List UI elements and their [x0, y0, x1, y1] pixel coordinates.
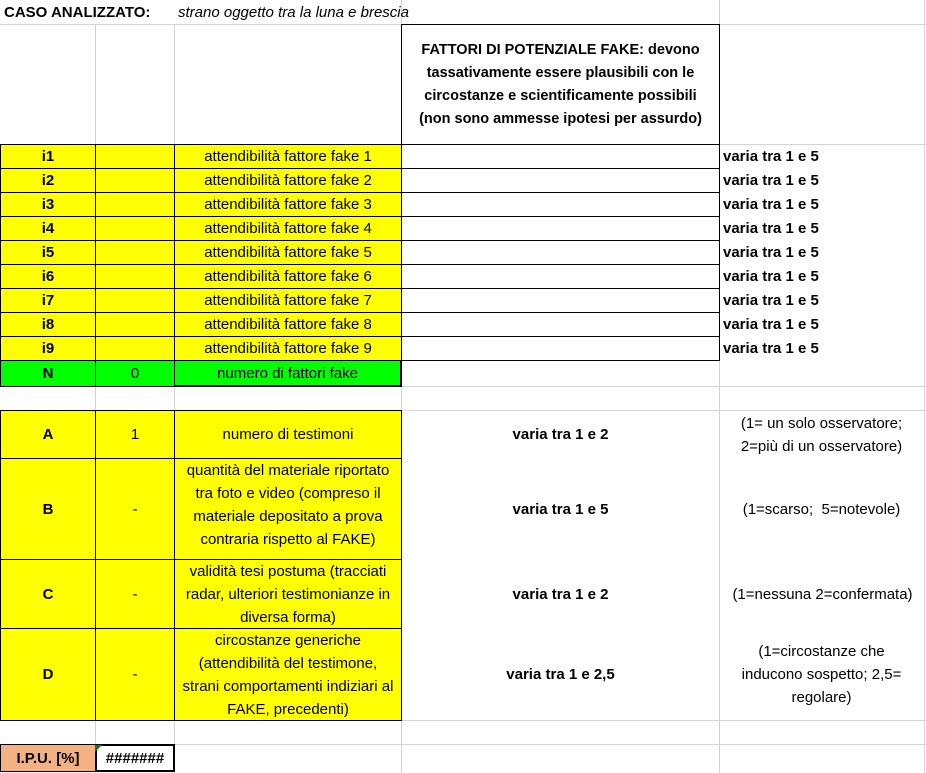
- fake-value-cell[interactable]: [95, 168, 175, 193]
- fake-range-cell[interactable]: varia tra 1 e 5: [723, 220, 819, 237]
- param-range-cell[interactable]: varia tra 1 e 5: [512, 500, 609, 518]
- param-code-cell[interactable]: B: [0, 458, 96, 560]
- fake-label-cell[interactable]: attendibilità fattore fake 9: [174, 336, 402, 361]
- param-label-cell[interactable]: quantità del materiale riportato tra foto e video (compreso il materiale depositato a prova contraria rispetto al FAKE): [174, 458, 402, 560]
- param-range-cell[interactable]: varia tra 1 e 2: [512, 426, 609, 443]
- param-label-cell[interactable]: numero di testimoni: [174, 410, 402, 459]
- param-value-cell[interactable]: -: [95, 458, 175, 560]
- fake-value-cell[interactable]: [95, 240, 175, 265]
- gridline: [924, 0, 925, 773]
- fake-range-cell[interactable]: varia tra 1 e 5: [723, 196, 819, 213]
- fake-label-cell[interactable]: attendibilità fattore fake 1: [174, 144, 402, 169]
- ipu-value-cell[interactable]: #######: [95, 744, 175, 772]
- fake-code-cell[interactable]: i8: [0, 312, 96, 337]
- fake-code-cell[interactable]: i1: [0, 144, 96, 169]
- fake-label-cell[interactable]: attendibilità fattore fake 7: [174, 288, 402, 313]
- param-note-cell[interactable]: (1=scarso; 5=notevole): [742, 500, 901, 518]
- fake-description-cell[interactable]: [401, 168, 720, 193]
- fake-description-cell[interactable]: [401, 288, 720, 313]
- ipu-label-cell[interactable]: I.P.U. [%]: [0, 744, 96, 772]
- param-range-cell[interactable]: varia tra 1 e 2,5: [506, 666, 615, 683]
- n-code-cell[interactable]: N: [0, 360, 96, 387]
- n-label-cell[interactable]: numero di fattori fake: [174, 360, 402, 387]
- fake-value-cell[interactable]: [95, 264, 175, 289]
- fake-code-cell[interactable]: i3: [0, 192, 96, 217]
- fake-description-cell[interactable]: [401, 192, 720, 217]
- param-value-cell[interactable]: -: [95, 628, 175, 721]
- fake-range-cell[interactable]: varia tra 1 e 5: [723, 268, 819, 285]
- param-code-cell[interactable]: A: [0, 410, 96, 459]
- fake-label-cell[interactable]: attendibilità fattore fake 5: [174, 240, 402, 265]
- param-value-cell[interactable]: -: [95, 559, 175, 629]
- param-note-cell[interactable]: (1=nessuna 2=confermata): [732, 585, 913, 603]
- param-value-cell[interactable]: 1: [95, 410, 175, 459]
- fake-code-cell[interactable]: i2: [0, 168, 96, 193]
- n-value-cell[interactable]: 0: [95, 360, 175, 387]
- fattori-title[interactable]: FATTORI DI POTENZIALE FAKE: devono tassativamente essere plausibili con le circostanze e scientificamente possibili (non sono ammesse ipotesi per assurdo): [401, 24, 720, 145]
- param-code-cell[interactable]: C: [0, 559, 96, 629]
- fake-code-cell[interactable]: i5: [0, 240, 96, 265]
- fake-code-cell[interactable]: i4: [0, 216, 96, 241]
- fake-range-cell[interactable]: varia tra 1 e 5: [723, 148, 819, 165]
- fake-label-cell[interactable]: attendibilità fattore fake 4: [174, 216, 402, 241]
- fake-label-cell[interactable]: attendibilità fattore fake 6: [174, 264, 402, 289]
- fake-code-cell[interactable]: i6: [0, 264, 96, 289]
- fake-value-cell[interactable]: [95, 216, 175, 241]
- fake-range-cell[interactable]: varia tra 1 e 5: [723, 244, 819, 261]
- fake-range-cell[interactable]: varia tra 1 e 5: [723, 292, 819, 309]
- fake-range-cell[interactable]: varia tra 1 e 5: [723, 316, 819, 333]
- fake-value-cell[interactable]: [95, 144, 175, 169]
- fake-description-cell[interactable]: [401, 336, 720, 361]
- fake-range-cell[interactable]: varia tra 1 e 5: [723, 340, 819, 357]
- fake-label-cell[interactable]: attendibilità fattore fake 8: [174, 312, 402, 337]
- param-label-cell[interactable]: validità tesi postuma (tracciati radar, ulteriori testimonianze in diversa forma): [174, 559, 402, 629]
- param-range-cell[interactable]: varia tra 1 e 2: [512, 585, 609, 603]
- fake-code-cell[interactable]: i9: [0, 336, 96, 361]
- param-label-cell[interactable]: circostanze generiche (attendibilità del testimone, strani comportamenti indiziari al FAKE, precedenti): [174, 628, 402, 721]
- caso-label[interactable]: CASO ANALIZZATO:: [4, 4, 151, 21]
- fake-value-cell[interactable]: [95, 312, 175, 337]
- fake-label-cell[interactable]: attendibilità fattore fake 2: [174, 168, 402, 193]
- fake-description-cell[interactable]: [401, 312, 720, 337]
- fake-description-cell[interactable]: [401, 144, 720, 169]
- fake-label-cell[interactable]: attendibilità fattore fake 3: [174, 192, 402, 217]
- fake-description-cell[interactable]: [401, 240, 720, 265]
- fake-range-cell[interactable]: varia tra 1 e 5: [723, 172, 819, 189]
- param-note-cell[interactable]: (1=circostanze che inducono sospetto; 2,5= regolare): [741, 643, 902, 706]
- error-indicator-icon: [95, 745, 102, 752]
- fake-description-cell[interactable]: [401, 216, 720, 241]
- fake-description-cell[interactable]: [401, 264, 720, 289]
- fake-value-cell[interactable]: [95, 192, 175, 217]
- param-code-cell[interactable]: D: [0, 628, 96, 721]
- fake-value-cell[interactable]: [95, 288, 175, 313]
- param-note-cell[interactable]: (1= un solo osservatore; 2=più di un osservatore): [740, 414, 903, 455]
- caso-value[interactable]: strano oggetto tra la luna e brescia: [178, 4, 409, 21]
- fake-code-cell[interactable]: i7: [0, 288, 96, 313]
- fake-value-cell[interactable]: [95, 336, 175, 361]
